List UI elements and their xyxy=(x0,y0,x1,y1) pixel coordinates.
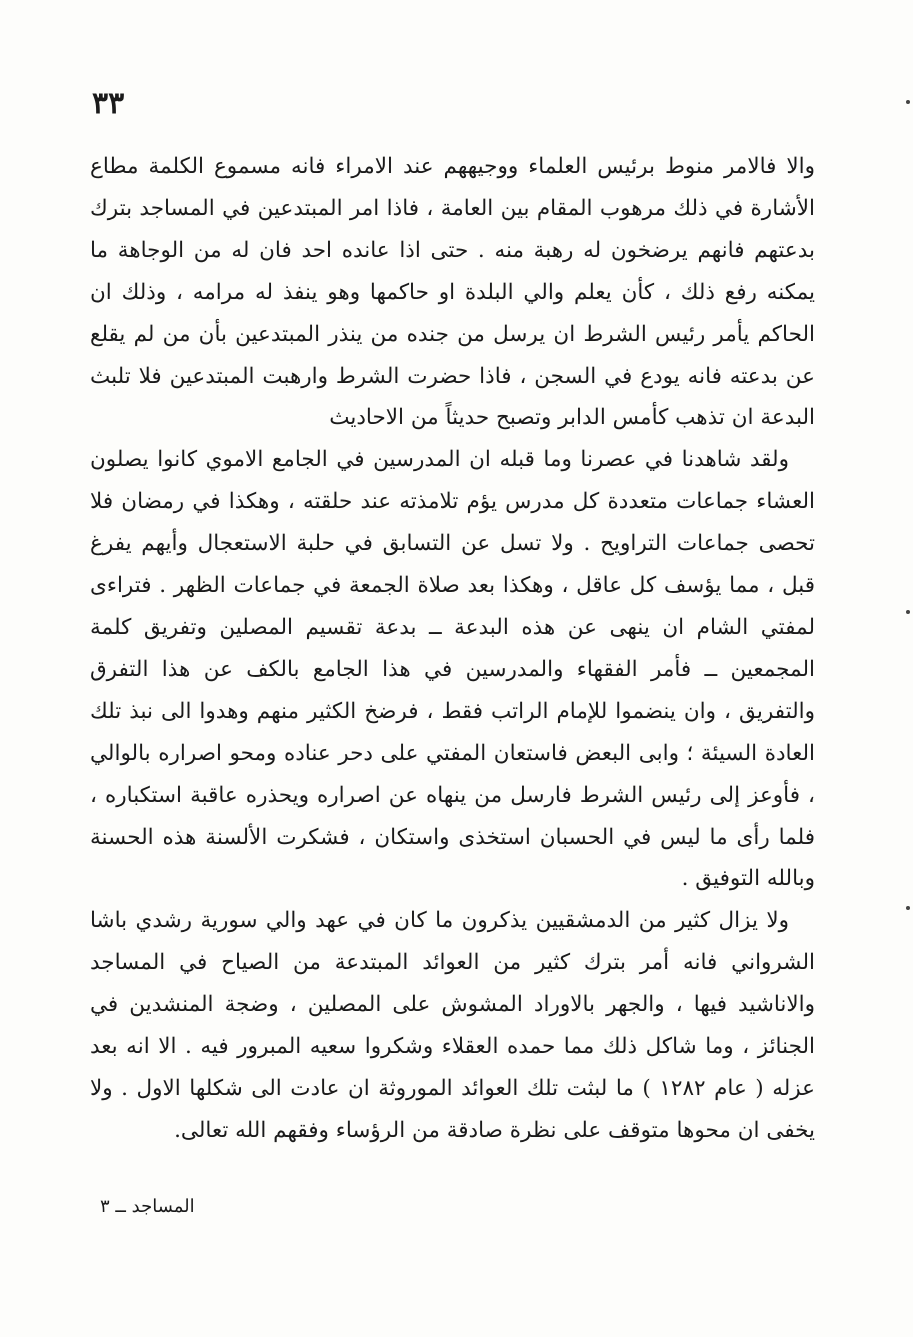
paragraph-3: ولا يزال كثير من الدمشقيين يذكرون ما كان في عهد والي سورية رشدي باشا الشرواني فانه أمر بترك كثير من العوائد المبتدعة من الصياح في المساجد والاناشيد فيها ، والجهر بالاوراد المشوش على المصلين ، وضجة المنشدين في الجنائز ، وما شاكل ذلك مما حمده العقلاء وشكروا سعيه المبرور فيه . الا انه بعد عزله ( عام ١٢٨٢ ) ما لبثت تلك العوائد الموروثة ان عادت الى شكلها الاول . ولا يخفى ان محوها متوقف على نظرة صادقة من الرؤساء وفقهم الله تعالى. xyxy=(90,908,815,1143)
scan-dot-mark xyxy=(906,906,910,910)
paragraph-1: والا فالامر منوط برئيس العلماء ووجيههم عند الامراء فانه مسموع الكلمة مطاع الأشارة في ذلك مرهوب المقام بين العامة ، فاذا امر المبتدعين في المساجد بترك بدعتهم فانهم يرضخون له رهبة منه . حتى اذا عانده احد فان له من الوجاهة ما يمكنه رفع ذلك ، كأن يعلم والي البلدة او حاكمها وهو ينفذ له مرامه ، وذلك ان الحاكم يأمر رئيس الشرط ان يرسل من جنده من ينذر المبتدعين بأن من لم يقلع عن بدعته فانه يودع في السجن ، فاذا حضرت الشرط وارهبت المبتدعين فلا تلبث البدعة ان تذهب كأمس الدابر وتصبح حديثاً من الاحاديث xyxy=(90,154,815,431)
body-text xyxy=(90,146,815,1152)
scan-dot-mark xyxy=(906,100,910,104)
footer-signature: المساجد ــ ٣ xyxy=(100,1196,195,1217)
page-number: ٣٣ xyxy=(92,86,125,121)
paragraph-2: ولقد شاهدنا في عصرنا وما قبله ان المدرسين في الجامع الاموي كانوا يصلون العشاء جماعات متعددة كل مدرس يؤم تلامذته عند حلقته ، وهكذا في رمضان فلا تحصى جماعات التراويح . ولا تسل عن التسابق في حلبة الاستعجال وأيهم يفرغ قبل ، مما يؤسف كل عاقل ، وهكذا بعد صلاة الجمعة في جماعات الظهر . فتراءى لمفتي الشام ان ينهى عن هذه البدعة ــ بدعة تقسيم المصلين وتفريق كلمة المجمعين ــ فأمر الفقهاء والمدرسين في هذا الجامع بالكف عن هذا التفرق والتفريق ، وان ينضموا للإمام الراتب فقط ، فرضخ الكثير منهم وهدوا الى نبذ تلك العادة السيئة ؛ وابى البعض فاستعان المفتي على دحر عناده ومحو اصراره بالوالي ، فأوعز إلى رئيس الشرط فارسل من ينهاه عن اصراره ويحذره عاقبة استكباره ، فلما رأى ما ليس في الحسبان استخذى واستكان ، فشكرت الألسنة هذه الحسنة وبالله التوفيق . xyxy=(90,447,815,892)
scan-dot-mark xyxy=(906,610,910,614)
